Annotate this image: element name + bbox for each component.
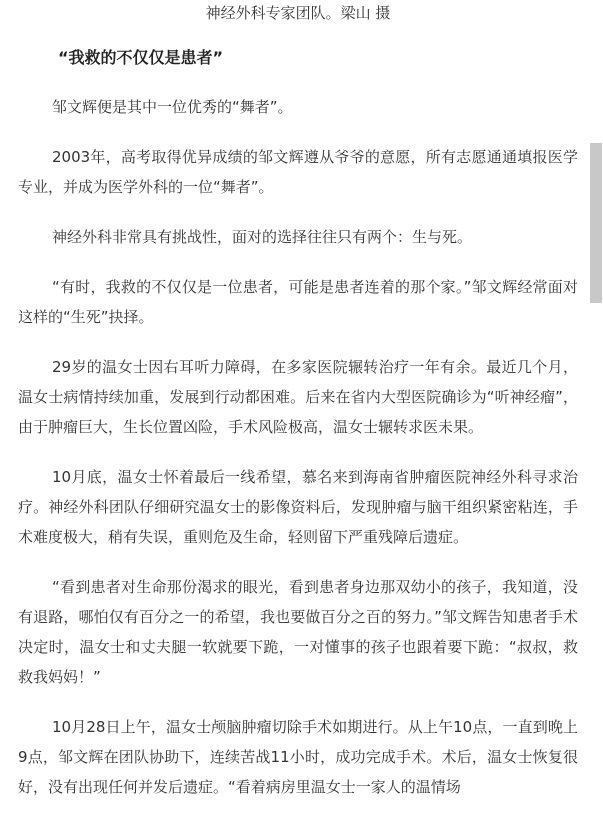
article-paragraph: 邹文辉便是其中一位优秀的“舞者”。 [52, 98, 293, 116]
article-paragraph: “有时，我救的不仅仅是一位患者，可能是患者连着的那个家。”邹文辉经常面对这样的“生死”抉择。 [18, 278, 578, 326]
article-body [18, 0, 578, 802]
section-subheading: “我救的不仅仅是患者” [58, 48, 224, 67]
article-paragraph: “看到患者对生命那份渴求的眼光，看到患者身边那双幼小的孩子，我知道，没有退路，哪怕仅有百分之一的希望，我也要做百分之百的努力。”邹文辉告知患者手术决定时，温女士和丈夫腿一软就要下跪，一对懂事的孩子也跟着要下跪：“叔叔，救救我妈妈！” [18, 578, 578, 686]
photo-caption: 神经外科专家团队。梁山 摄 [205, 4, 391, 22]
article-paragraph: 2003年，高考取得优异成绩的邹文辉遵从爷爷的意愿，所有志愿通通填报医学专业，并成为医学外科的一位“舞者”。 [18, 148, 578, 196]
vertical-scrollbar[interactable] [589, 0, 603, 823]
article-paragraph: 神经外科非常具有挑战性，面对的选择往往只有两个：生与死。 [52, 228, 473, 246]
article-paragraph: 10月28日上午，温女士颅脑肿瘤切除手术如期进行。从上午10点，一直到晚上9点，邹文辉在团队协助下，连续苦战11小时，成功完成手术。术后，温女士恢复很好，没有出现任何并发后遗症。“看着病房里温女士一家人的温情场 [18, 718, 578, 796]
article-paragraph: 10月底，温女士怀着最后一线希望，慕名来到海南省肿瘤医院神经外科寻求治疗。神经外科团队仔细研究温女士的影像资料后，发现肿瘤与脑干组织紧密粘连，手术难度极大，稍有失误，重则危及生命，轻则留下严重残障后遗症。 [18, 468, 578, 546]
article-paragraph: 29岁的温女士因右耳听力障碍，在多家医院辗转治疗一年有余。最近几个月，温女士病情持续加重，发展到行动都困难。后来在省内大型医院确诊为“听神经瘤”，由于肿瘤巨大，生长位置凶险，手术风险极高，温女士辗转求医未果。 [18, 358, 578, 436]
scrollbar-thumb[interactable] [590, 143, 602, 303]
